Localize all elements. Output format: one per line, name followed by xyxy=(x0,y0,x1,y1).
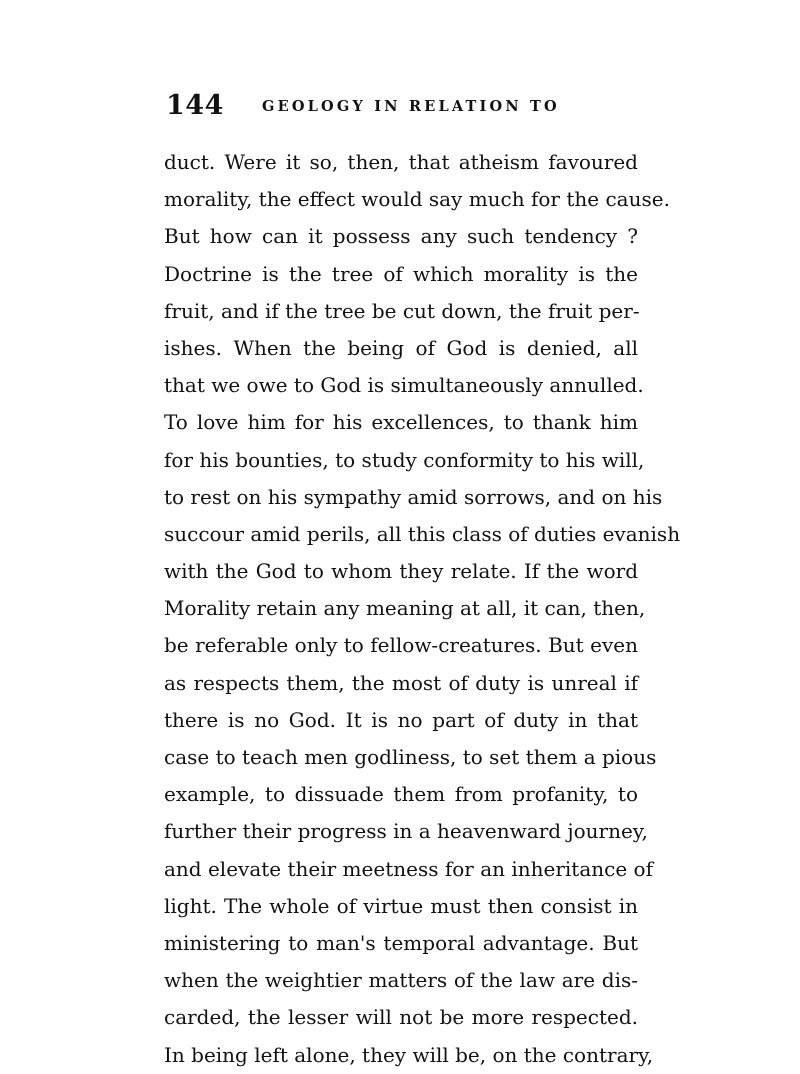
running-title: GEOLOGY IN RELATION TO xyxy=(262,98,560,115)
text-line: and elevate their meetness for an inheritance of xyxy=(164,856,653,881)
text-line: To love him for his excellences, to thank him xyxy=(164,410,638,435)
text-line: ishes. When the being of God is denied, all xyxy=(164,335,638,360)
text-line: ministering to man's temporal advantage. But xyxy=(164,930,638,955)
text-line: when the weightier matters of the law are dis- xyxy=(164,968,638,993)
text-line: fruit, and if the tree be cut down, the fruit per- xyxy=(164,298,640,323)
text-line: example, to dissuade them from profanity, to xyxy=(164,782,638,807)
text-line: carded, the lesser will not be more respected. xyxy=(164,1005,638,1030)
text-line: with the God to whom they relate. If the word xyxy=(164,559,638,584)
text-line: light. The whole of virtue must then consist in xyxy=(164,893,638,918)
text-line: duct. Were it so, then, that atheism favoured xyxy=(164,150,638,174)
text-line: as respects them, the most of duty is unreal if xyxy=(164,670,638,695)
text-line: In being left alone, they will be, on the contrary, xyxy=(164,1042,654,1067)
text-line: for his bounties, to study conformity to his will, xyxy=(164,447,645,472)
text-line: further their progress in a heavenward journey, xyxy=(164,819,648,844)
text-line: succour amid perils, all this class of duties evanish xyxy=(164,521,681,546)
text-line: But how can it possess any such tendency ? xyxy=(164,224,638,249)
text-line: morality, the effect would say much for the cause. xyxy=(164,187,670,212)
text-line: be referable only to fellow-creatures. But even xyxy=(164,633,638,658)
text-line: Doctrine is the tree of which morality is the xyxy=(164,261,638,286)
text-line: case to teach men godliness, to set them a pious xyxy=(164,745,657,769)
page-number: 144 xyxy=(166,90,224,121)
text-line: to rest on his sympathy amid sorrows, and on his xyxy=(164,484,663,509)
text-line: that we owe to God is simultaneously annulled. xyxy=(164,373,644,398)
text-line: there is no God. It is no part of duty in that xyxy=(164,707,638,732)
text-line: Morality retain any meaning at all, it can, then, xyxy=(164,596,646,621)
page-header xyxy=(166,90,646,130)
body-text xyxy=(164,144,681,1074)
